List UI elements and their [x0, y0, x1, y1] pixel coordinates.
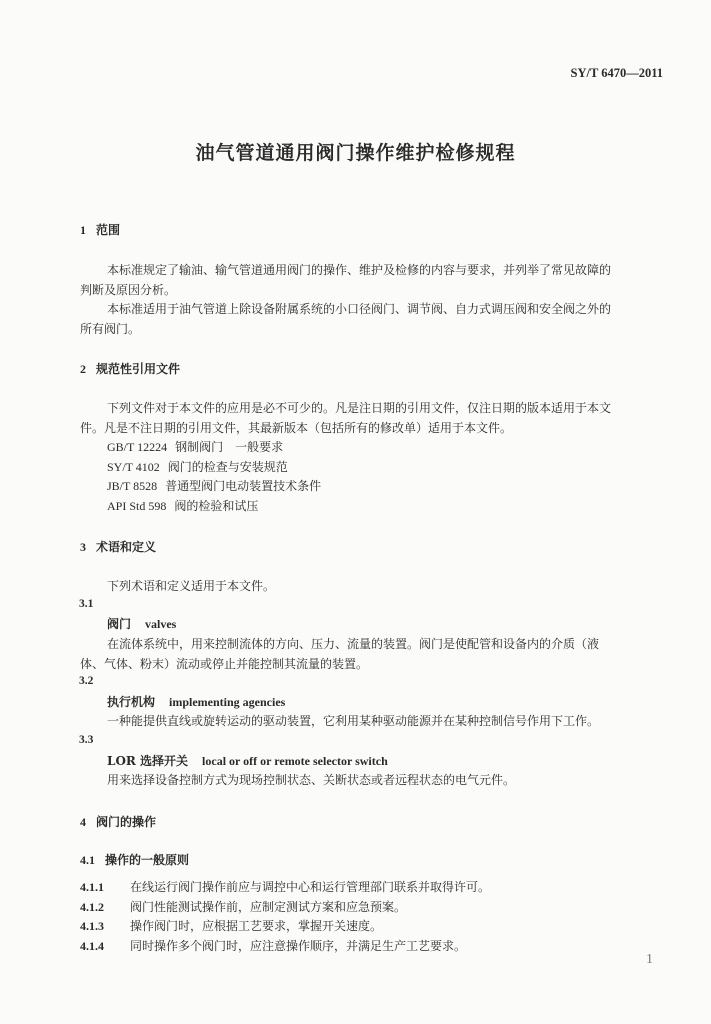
term-heading [107, 693, 285, 710]
term-number: 3.1 [79, 598, 94, 610]
clause-text: 操作阀门时，应根据工艺要求，掌握开关速度。 [130, 919, 383, 933]
section-number: 3 [80, 540, 86, 554]
section-2-heading [80, 360, 180, 377]
section-title: 阀门的操作 [96, 815, 157, 829]
clause-item [80, 878, 490, 895]
reference-name: 普通型阀门电动装置技术条件 [165, 479, 322, 493]
standard-code: SY/T 6470—2011 [570, 66, 663, 80]
clause-text: 同时操作多个阀门时，应注意操作顺序，并满足生产工艺要求。 [130, 939, 467, 953]
section-title: 术语和定义 [96, 540, 157, 554]
reference-item [107, 457, 288, 477]
clause-text: 阀门性能测试操作前，应制定测试方案和应急预案。 [130, 900, 407, 914]
term-definition-line-1: 一种能提供直线或旋转运动的驱动装置，它利用某种驱动能源并在某种控制信号作用下工作。 [107, 714, 600, 728]
section-1-heading [80, 221, 120, 238]
reference-name: 阀门的检查与安装规范 [167, 460, 288, 474]
term-definition-line-1: 在流体系统中，用来控制流体的方向、压力、流量的装置。阀门是使配管和设备内的介质（液 [107, 637, 600, 651]
section-number: 1 [80, 223, 86, 237]
scope-paragraph-1-line-1: 本标准规定了输油、输气管道通用阀门的操作、维护及检修的内容与要求，并列举了常见故障的 [107, 263, 612, 277]
section-3-heading [80, 538, 156, 555]
reference-name: 钢制阀门 一般要求 [175, 440, 284, 454]
clause-number: 4.1.4 [80, 939, 104, 953]
term-chinese: LOR 选择开关 [107, 754, 189, 768]
scope-paragraph-1-line-2: 判断及原因分析。 [80, 283, 177, 297]
clause-item [80, 917, 382, 934]
refs-intro-line-2: 件。凡是不注日期的引用文件，其最新版本（包括所有的修改单）适用于本文件。 [80, 421, 513, 435]
subsection-4-1-heading [80, 851, 189, 868]
reference-code: GB/T 12224 [107, 440, 168, 454]
term-heading [107, 615, 176, 632]
clause-item [80, 937, 466, 954]
refs-intro-line-1: 下列文件对于本文件的应用是必不可少的。凡是注日期的引用文件，仅注日期的版本适用于本文 [107, 401, 612, 415]
section-number: 4 [80, 815, 86, 829]
clause-item [80, 898, 406, 915]
clause-number: 4.1.1 [80, 880, 104, 894]
reference-name: 阀的检验和试压 [174, 499, 259, 513]
subsection-title: 操作的一般原则 [105, 853, 190, 867]
page-number: 1 [646, 952, 653, 967]
term-heading [107, 752, 388, 769]
reference-code: JB/T 8528 [107, 479, 158, 493]
reference-code: API Std 598 [107, 499, 167, 513]
clause-number: 4.1.3 [80, 919, 104, 933]
term-definition-line-2: 体、气体、粉末）流动或停止并能控制其流量的装置。 [80, 657, 369, 671]
reference-item [107, 496, 258, 516]
term-number: 3.2 [79, 675, 94, 687]
document-title: 油气管道通用阀门操作维护检修规程 [195, 142, 516, 164]
terms-intro: 下列术语和定义适用于本文件。 [107, 579, 276, 593]
section-4-heading [80, 813, 156, 830]
clause-text: 在线运行阀门操作前应与调控中心和运行管理部门联系并取得许可。 [130, 880, 491, 894]
scope-paragraph-2-line-2: 所有阀门。 [80, 322, 141, 336]
term-english: local or off or remote selector switch [202, 754, 388, 768]
section-number: 2 [80, 362, 86, 376]
term-chinese: 阀门 [107, 617, 132, 631]
term-chinese: 执行机构 [107, 695, 156, 709]
term-english: valves [145, 617, 177, 631]
reference-item [107, 476, 321, 496]
term-english: implementing agencies [169, 695, 286, 709]
section-title: 范围 [96, 223, 121, 237]
section-title: 规范性引用文件 [96, 362, 181, 376]
scope-paragraph-2-line-1: 本标准适用于油气管道上除设备附属系统的小口径阀门、调节阀、自力式调压阀和安全阀之外的 [107, 302, 612, 316]
clause-number: 4.1.2 [80, 900, 104, 914]
reference-code: SY/T 4102 [107, 460, 160, 474]
subsection-number: 4.1 [80, 853, 95, 867]
term-number: 3.3 [79, 734, 94, 746]
reference-item [107, 437, 283, 457]
term-definition-line-1: 用来选择设备控制方式为现场控制状态、关断状态或者远程状态的电气元件。 [107, 773, 516, 787]
